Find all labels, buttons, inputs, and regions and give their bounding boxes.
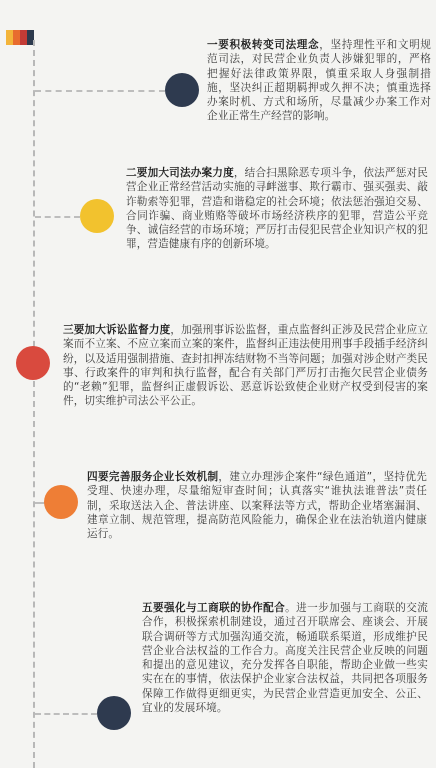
item-1-body: ，坚持理性平和文明规范司法，对民营企业负责人涉嫌犯罪的，严格把握好法律政策界限，慎重采取人身强制措施，坚决纠正超期羁押或久押不决；慎重选择办案时机、方式和场所，尽量减少办案工作对企业正常生产经营的影响。 (207, 39, 431, 123)
connector-1 (35, 90, 165, 92)
item-1-text (207, 38, 431, 124)
timeline-dot-orange (44, 485, 78, 519)
stripe-orange (13, 30, 20, 45)
item-3-heading: 三要加大诉讼监督力度 (63, 324, 171, 336)
item-1-heading: 一要积极转变司法理念 (207, 39, 320, 51)
connector-2 (35, 216, 80, 218)
timeline-dot-navy-2 (97, 696, 131, 730)
connector-5 (35, 713, 97, 715)
timeline-dot-yellow (80, 199, 114, 233)
item-4-body: ，建立办理涉企案件“绿色通道”，坚持优先受理、快速办理，尽量缩短审查时间；认真落实“谁执法谁普法”责任制，采取送法入企、普法讲座、以案释法等方式，帮助企业堵塞漏洞、建章立制、规范管理，提高防范风险能力，确保企业在法治轨道内健康运行。 (87, 471, 427, 541)
item-2-heading: 二要加大司法办案力度 (126, 167, 234, 179)
item-4-text (87, 470, 427, 541)
item-5-heading: 五要强化与工商联的协作配合 (142, 602, 286, 614)
item-5-body: 。进一步加强与工商联的交流合作，积极探索机制建设，通过召开联席会、座谈会、开展联合调研等方式加强沟通交流，畅通联系渠道，形成维护民营企业合法权益的工作合力。高度关注民营企业反映的问题和提出的意见建议，充分发挥各自职能，帮助企业做一些实实在在的事情，依法保护企业家合法权益，共同把各项服务保障工作做得更细更实，为民营企业营造更加安全、公正、宜业的发展环境。 (142, 602, 428, 715)
item-3-text (63, 323, 428, 409)
timeline-line (33, 40, 35, 768)
stripe-red (20, 30, 27, 45)
timeline-dot-red (16, 346, 50, 380)
item-3-body: ，加强刑事诉讼监督，重点监督纠正涉及民营企业应立案而不立案、不应立案而立案的案件，监督纠正违法使用刑事手段插手经济纠纷，以及适用强制措施、查封扣押冻结财物不当等问题；加强对涉企财产类民事、行政案件的审判和执行监督，配合有关部门严厉打击拖欠民营企业债务的“老赖”犯罪，监督纠正虚假诉讼、恶意诉讼致使企业财产权受到侵害的案件，切实维护司法公平公正。 (63, 324, 429, 408)
color-stripes-logo (6, 30, 34, 45)
timeline-dot-navy (165, 73, 199, 107)
item-2-body: ，结合扫黑除恶专项斗争，依法严惩对民营企业正常经营活动实施的寻衅滋事、欺行霸市、强买强卖、敲诈勒索等犯罪，营造和谐稳定的社会环境；依法惩治强迫交易、合同诈骗、商业贿赂等破坏市场经济秩序的犯罪，营造公平竞争、诚信经营的市场环境；严厉打击侵犯民营企业知识产权的犯罪，营造健康有序的创新环境。 (126, 167, 428, 251)
stripe-yellow (6, 30, 13, 45)
item-5-text (142, 601, 428, 715)
item-4-heading: 四要完善服务企业长效机制 (87, 471, 219, 483)
item-2-text (126, 166, 428, 252)
